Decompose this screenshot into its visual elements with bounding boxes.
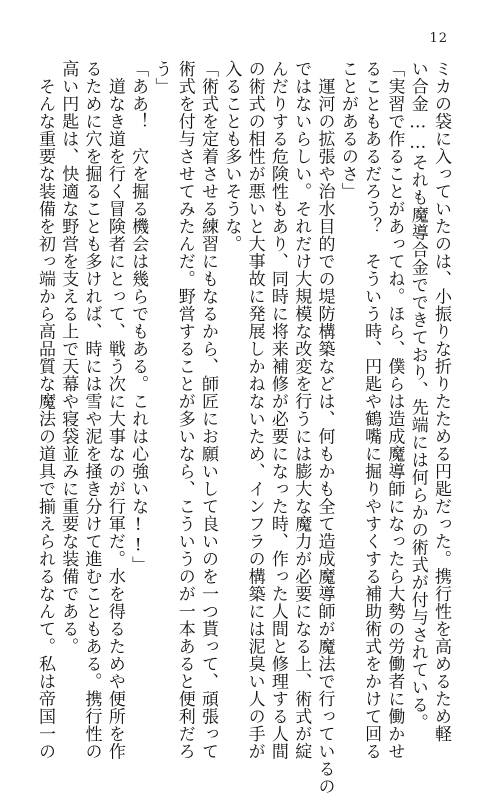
- text-line: 術式を付与させてみたんだ。野営することが多いなら、こういうのが一本あると便利だろ: [174, 60, 195, 760]
- text-line: ミカの袋に入っていたのは、小振りな折りたためる円匙だった。携行性を高めるため軽: [431, 60, 451, 743]
- text-line: う」: [151, 60, 172, 95]
- text-line: い合金……それも魔導合金でできており、先端には何らかの術式が付与されている。: [407, 60, 428, 731]
- text-line: 「術式を定着させる練習にもなるから、師匠にお願いして良いのを一つ貰って、頑張って: [198, 60, 219, 760]
- text-line: るために穴を掘ることも多ければ、時には雪や泥を掻き分けて進むこともある。携行性の: [81, 60, 102, 760]
- text-line: 運河の拡張や治水目的での堤防構築などは、何もかも全て造成魔導師が魔法で行っているの: [314, 60, 335, 795]
- text-line: 高い円匙は、快適な野営を支える上で天幕や寝袋並みに重要な装備である。: [58, 60, 79, 655]
- text-line: ることもあるだろう？ そういう時、円匙や鶴嘴に掘りやすくする補助術式をかけて回る: [361, 60, 382, 760]
- text-line: 入ることも多いそうな。: [221, 60, 242, 253]
- text-line: ことがあるのさ」: [337, 60, 358, 200]
- vertical-text-body: [34, 60, 452, 795]
- text-line: の術式の相性が悪いと大事故に発展しかねないため、インフラの構築には泥臭い人の手が: [244, 60, 265, 760]
- page-number: 12: [429, 31, 448, 46]
- text-line: 道なき道を行く冒険者にとって、戦う次に大事なのが行軍だ。水を得るためや便所を作: [104, 60, 125, 760]
- text-line: 「ああ！ 穴を掘る機会は幾らでもある。これは心強いな!!」: [128, 60, 149, 574]
- text-line: そんな重要な装備を初っ端から高品質な魔法の道具で揃えられるなんて。私は帝国一の: [34, 60, 55, 760]
- text-line: ではないらしい。それだけ大規模な改変を行うには膨大な魔力が必要になる上、術式が綻: [291, 60, 312, 760]
- text-line: 「実習で作ることがあってね。ほら、僕らは造成魔導師になったら大勢の労働者に働かせ: [384, 60, 405, 760]
- text-line: んだりする危険性もあり、同時に将来補修が必要になった時、作った人間と修理する人間: [267, 60, 288, 760]
